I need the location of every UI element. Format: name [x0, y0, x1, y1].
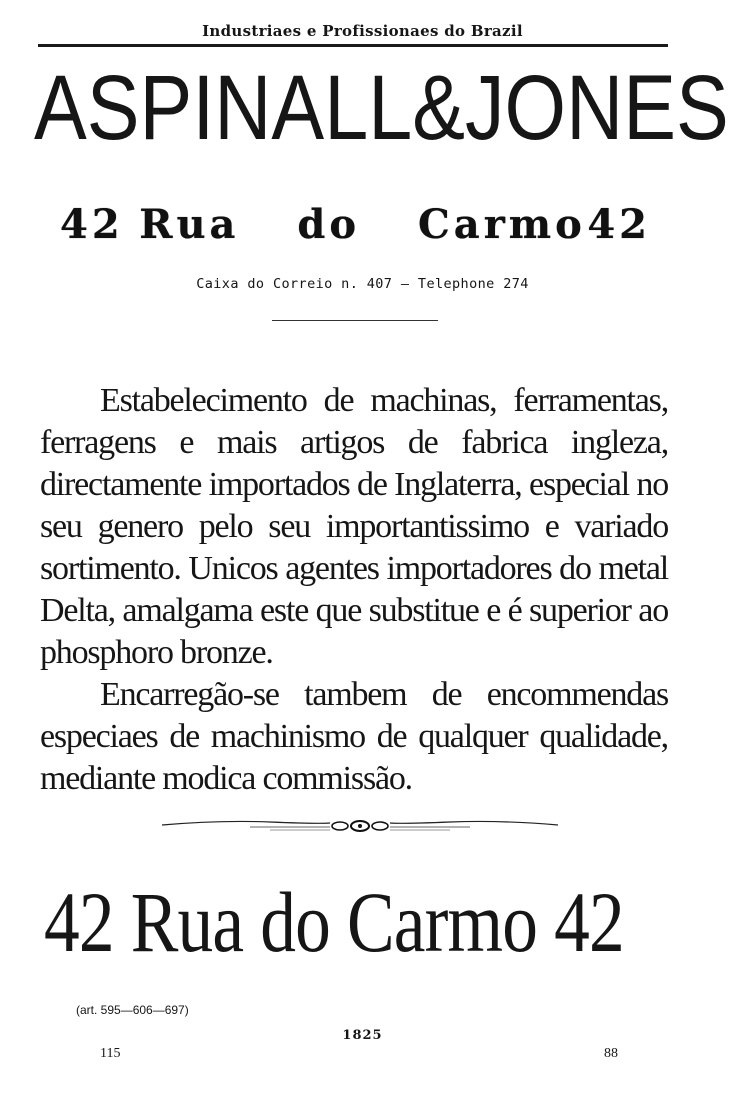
article-reference: (art. 595—606—697) — [76, 1003, 189, 1017]
ornament-divider — [160, 810, 560, 840]
firm-name: ASPINALL&JONES — [34, 57, 729, 159]
page-number-right: 88 — [604, 1046, 618, 1061]
address-street: Rua do Carmo — [139, 201, 586, 248]
body-paragraph-1: Estabelecimento de machinas, ferramentas, ferragens e mais artigos de fabrica ingleza, directamente importados de Inglaterra, especial no seu genero pelo seu importantissimo e variado sortimento. Unicos agentes importadores do metal Delta, amalgama este que substitue e é superior ao phosphoro bronze. — [40, 382, 668, 671]
advertisement-body — [40, 380, 668, 800]
page-number-left: 115 — [100, 1046, 121, 1061]
separator-rule — [272, 320, 438, 321]
contact-line: Caixa do Correio n. 407 — Telephone 274 — [196, 276, 529, 292]
repeated-address: 42 Rua do Carmo 42 — [44, 874, 624, 970]
body-paragraph-2: Encarregão-se tambem de encommendas especiaes de machinismo de qualquer qualidade, mediante modica commissão. — [40, 676, 668, 797]
header-rule — [38, 44, 668, 47]
running-header: Industriaes e Profissionaes do Brazil — [202, 22, 523, 40]
address-number-left: 42 — [60, 201, 124, 248]
year-footer: 1825 — [342, 1028, 383, 1043]
address-number-right: 42 — [587, 201, 651, 248]
